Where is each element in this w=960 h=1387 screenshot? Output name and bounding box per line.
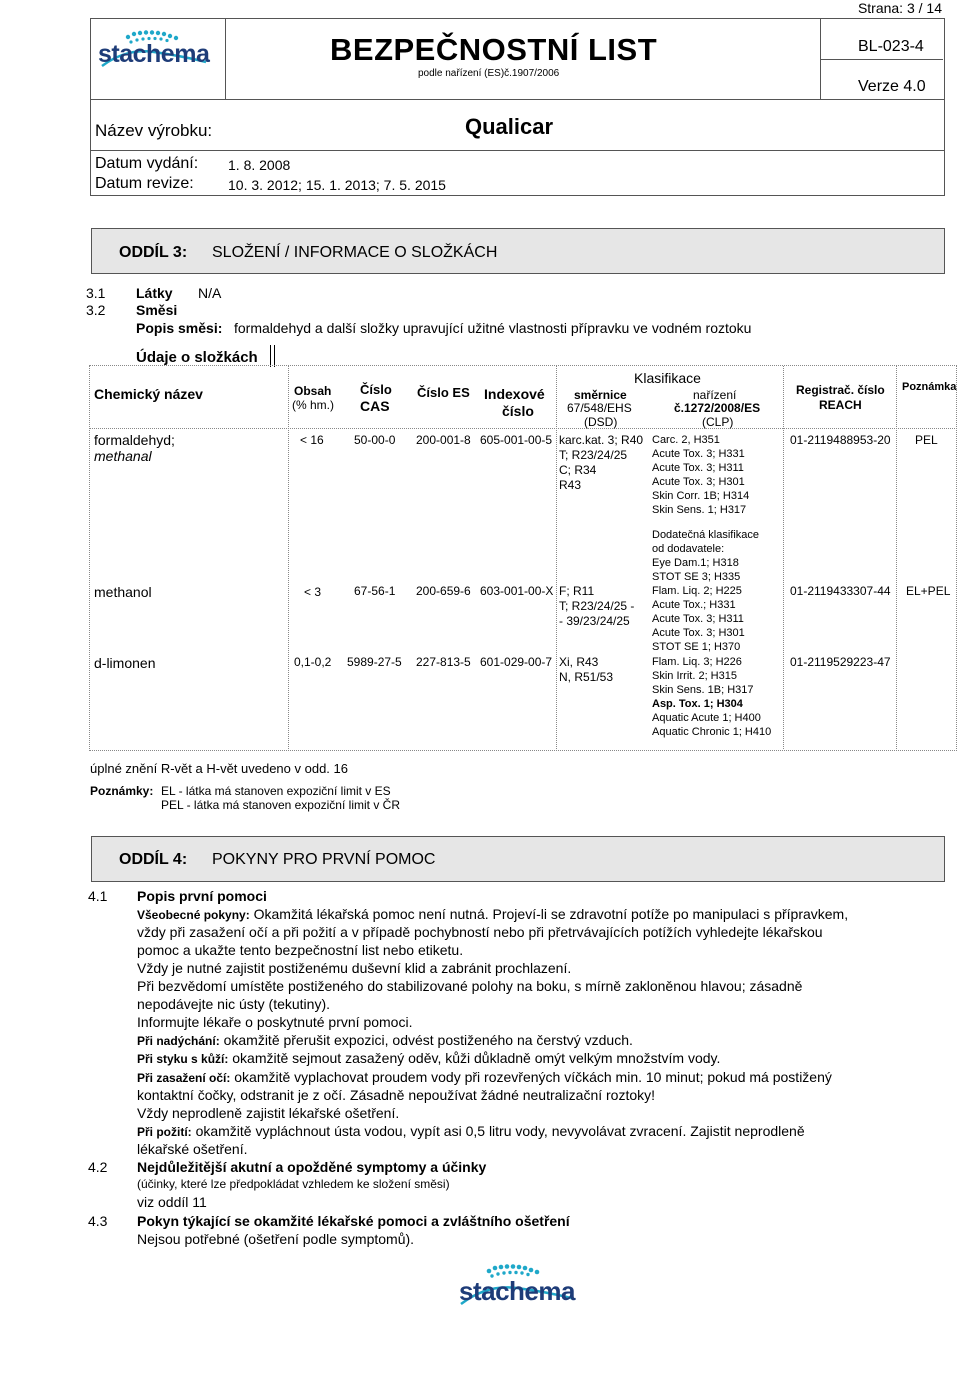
revision-label: Datum revize: <box>95 175 194 192</box>
logo-text: stachema <box>98 40 210 68</box>
issue-label: Datum vydání: <box>95 155 199 172</box>
col-index-2: číslo <box>502 403 534 419</box>
s42-title: Nejdůležitější akutní a opožděné symptomy a účinky <box>137 1159 487 1175</box>
s31-number: 3.1 <box>86 285 106 301</box>
ingestion-text: okamžitě vypláchnout ústa vodou, vypít asi 0,5 litru vody, nevyvolávat zvracení. Zajistit neprodleně <box>195 1123 805 1139</box>
row2-dsd: F; R11 T; R23/24/25 - - 39/23/24/25 <box>559 584 635 628</box>
document-subtitle: podle nařízení (ES)č.1907/2006 <box>418 68 560 79</box>
skin-text: okamžitě sejmout zasažený oděv, kůži důkladně omýt velkým množstvím vody. <box>232 1050 721 1066</box>
components-heading: Údaje o složkách <box>136 349 258 366</box>
row1-clp: Carc. 2, H351 Acute Tox. 3; H331 Acute Tox. 3; H311 Acute Tox. 3; H301 Skin Corr. 1B; H314 Skin Sens. 1; H317 <box>652 434 750 516</box>
row2-name: methanol <box>94 584 152 600</box>
inhalation-text: okamžitě přerušit expozici, odvést postiženého na čerstvý vzduch. <box>223 1032 633 1048</box>
col-dsd-2: 67/548/EHS <box>567 401 632 415</box>
row3-index: 601-029-00-7 <box>480 655 553 669</box>
ingestion-line2: lékařské ošetření. <box>137 1141 248 1157</box>
row1-dsd: karc.kat. 3; R40 T; R23/24/25 C; R34 R43 <box>559 433 644 492</box>
row1-content: < 16 <box>300 433 324 447</box>
p3-line2: nepodávejte nic ústy (tekutiny). <box>137 996 330 1012</box>
mixture-desc-label: Popis směsi: <box>136 320 223 336</box>
inhalation <box>137 1031 633 1050</box>
ingestion <box>137 1122 805 1141</box>
eye-text: okamžitě vyplachovat proudem vody při rozevřených víčkách min. 10 minut; pokud má postižený <box>234 1069 832 1085</box>
row3-clp-tail: Aquatic Acute 1; H400 Aquatic Chronic 1; H410 <box>652 712 772 738</box>
inhalation-label: Při nadýchání: <box>137 1034 220 1048</box>
row2-reach: 01-2119433307-44 <box>790 584 891 598</box>
row2-content: < 3 <box>304 585 322 599</box>
s42-number: 4.2 <box>88 1159 108 1175</box>
skin-label: Při styku s kůží: <box>137 1052 229 1066</box>
company-logo <box>96 28 211 86</box>
col-dsd-3: (DSD) <box>584 415 618 429</box>
section4-title: POKYNY PRO PRVNÍ POMOC <box>212 851 436 868</box>
footer-logo-text: stachema <box>459 1276 575 1306</box>
col-classification: Klasifikace <box>634 370 701 386</box>
revision-dates: 10. 3. 2012; 15. 1. 2013; 7. 5. 2015 <box>228 177 446 193</box>
col-cas-2: CAS <box>360 398 390 414</box>
col-content-unit: (% hm.) <box>292 398 334 412</box>
section3-number: ODDÍL 3: <box>119 244 188 261</box>
p3-line1: Při bezvědomí umístěte postiženého do stabilizované polohy na boku, s mírně zakloněnou hlavou; zásadně <box>137 978 803 994</box>
p1-line2: vždy při zasažení očí a při požití a v případě pochybností nebo při přetrvávajících potížích vyhledejte lékařskou <box>137 924 823 940</box>
col-chemical-name: Chemický název <box>94 386 203 402</box>
p2: Vždy je nutné zajistit postiženému duševní klid a zabránit prochlazení. <box>137 960 572 976</box>
version: Verze 4.0 <box>858 78 926 95</box>
row1-name: formaldehyd; <box>94 432 175 448</box>
col-clp-2: č.1272/2008/ES <box>674 401 761 415</box>
product-label: Název výrobku: <box>95 121 213 140</box>
p1-line3: pomoc a ukažte tento bezpečnostní list nebo etiketu. <box>137 942 464 958</box>
s41-number: 4.1 <box>88 888 108 904</box>
col-clp-3: (CLP) <box>702 415 734 429</box>
notes-full-text: úplné znění R-vět a H-vět uvedeno v odd. 16 <box>90 761 348 776</box>
col-dsd: směrnice <box>574 388 627 402</box>
row1-index: 605-001-00-5 <box>480 433 553 447</box>
row1-reach: 01-2119488953-20 <box>790 433 891 447</box>
row3-cas: 5989-27-5 <box>347 655 402 669</box>
row1-cas: 50-00-0 <box>354 433 396 447</box>
p4: Informujte lékaře o poskytnuté první pomoci. <box>137 1014 413 1030</box>
ingestion-label: Při požití: <box>137 1125 192 1139</box>
page-number: Strana: 3 / 14 <box>857 0 942 16</box>
document-title: BEZPEČNOSTNÍ LIST <box>330 32 658 67</box>
col-reach-2: REACH <box>819 398 862 412</box>
row3-es: 227-813-5 <box>416 655 471 669</box>
s43-number: 4.3 <box>88 1213 108 1229</box>
notes-label: Poznámky: <box>90 784 154 798</box>
general-instructions <box>137 905 848 924</box>
row3-reach: 01-2119529223-47 <box>790 655 891 669</box>
row1-note: PEL <box>915 433 938 447</box>
s42-line1: (účinky, které lze předpokládat vzhledem ke složení směsi) <box>137 1177 450 1191</box>
row3-dsd: Xi, R43 N, R51/53 <box>559 655 614 684</box>
s41-title: Popis první pomoci <box>137 888 267 904</box>
row3-name: d-limonen <box>94 655 156 671</box>
section3-title: SLOŽENÍ / INFORMACE O SLOŽKÁCH <box>212 244 498 261</box>
s32-number: 3.2 <box>86 302 106 318</box>
row2-clp: Flam. Liq. 2; H225 Acute Tox.; H331 Acute Tox. 3; H311 Acute Tox. 3; H301 STOT SE 1; H370 <box>652 585 745 653</box>
col-es: Číslo ES <box>417 385 470 400</box>
col-reach: Registrač. číslo <box>796 383 885 397</box>
s31-value: N/A <box>198 285 222 301</box>
row2-note: EL+PEL <box>906 584 951 598</box>
s32-label: Směsi <box>136 302 178 318</box>
row3-content: 0,1-0,2 <box>294 655 332 669</box>
row1-clp-extra: Dodatečná klasifikace od dodavatele: Eye Dam.1; H318 STOT SE 3; H335 <box>652 529 760 583</box>
row1-name-2: methanal <box>94 448 152 464</box>
notes-pel: PEL - látka má stanoven expoziční limit v ČR <box>161 798 400 812</box>
row2-cas: 67-56-1 <box>354 584 396 598</box>
row2-index: 603-001-00-X <box>480 584 554 598</box>
row3-clp: Flam. Liq. 3; H226 Skin Irrit. 2; H315 Skin Sens. 1B; H317 <box>652 656 754 696</box>
s42-line2: viz oddíl 11 <box>137 1194 207 1210</box>
col-note: Poznámka <box>902 381 957 393</box>
col-cas: Číslo <box>360 382 392 397</box>
row2-es: 200-659-6 <box>416 584 471 598</box>
skin-contact <box>137 1049 720 1068</box>
section4-number: ODDÍL 4: <box>119 851 188 868</box>
s43-title: Pokyn týkající se okamžité lékařské pomoci a zvláštního ošetření <box>137 1213 570 1229</box>
s43-line1: Nejsou potřebné (ošetření podle symptomů). <box>137 1231 415 1247</box>
eye-contact <box>137 1068 832 1087</box>
composition-table <box>89 365 957 751</box>
col-clp: nařízení <box>693 388 737 402</box>
product-name: Qualicar <box>465 114 554 139</box>
row1-es: 200-001-8 <box>416 433 471 447</box>
eye-label: Při zasažení očí: <box>137 1071 231 1085</box>
general-label: Všeobecné pokyny: <box>137 908 250 922</box>
eye-line2: kontaktní čočky, odstranit je z očí. Zásadně nepoužívat žádné neutralizační roztoky! <box>137 1087 656 1103</box>
issue-date: 1. 8. 2008 <box>228 157 291 173</box>
col-index: Indexové <box>484 386 545 402</box>
general-text: Okamžitá lékařská pomoc není nutná. Projeví-li se zdravotní potíže po manipulaci s přípravkem, <box>253 906 849 922</box>
row3-clp-bold: Asp. Tox. 1; H304 <box>652 698 743 710</box>
footer-logo <box>455 1262 575 1324</box>
eye-line3: Vždy neprodleně zajistit lékařské ošetření. <box>137 1105 400 1121</box>
col-content: Obsah <box>294 384 332 398</box>
notes-el: EL - látka má stanoven expoziční limit v ES <box>161 784 391 798</box>
mixture-desc-text: formaldehyd a další složky upravující užitné vlastnosti přípravku ve vodném roztoku <box>234 320 752 336</box>
doc-id: BL-023-4 <box>858 38 924 55</box>
s31-label: Látky <box>136 285 173 301</box>
